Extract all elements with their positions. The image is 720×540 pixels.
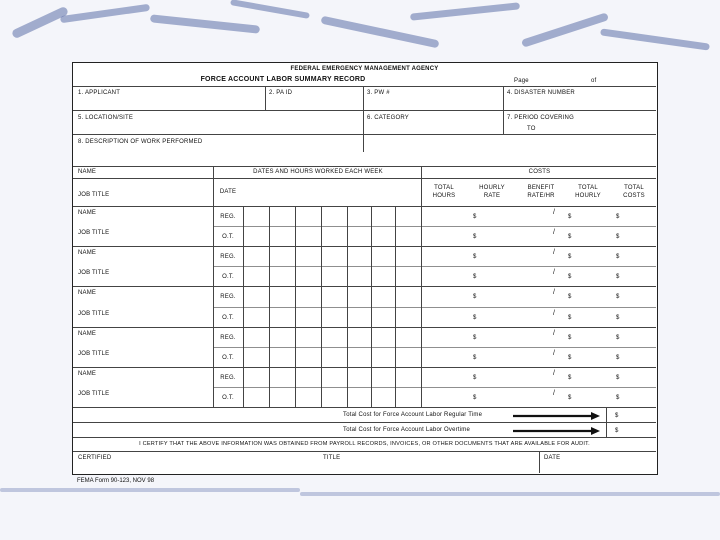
of-label: of bbox=[591, 78, 597, 84]
total-regular-label: Total Cost for Force Account Labor Regular Time bbox=[343, 412, 483, 418]
row-name-field[interactable]: NAME bbox=[78, 370, 97, 377]
divider bbox=[73, 110, 656, 111]
certification-statement: I CERTIFY THAT THE ABOVE INFORMATION WAS OBTAINED FROM PAYROLL RECORDS, INVOICES, OR OTHER DOCUMENTS THAT ARE AVAILABLE FOR AUDIT. bbox=[139, 441, 590, 447]
date-field[interactable]: DATE bbox=[544, 455, 561, 461]
row-benefit-rate[interactable]: / bbox=[553, 389, 556, 397]
category-field[interactable]: 6. CATEGORY bbox=[367, 115, 409, 121]
row-job-title-field[interactable]: JOB TITLE bbox=[78, 310, 110, 317]
divider bbox=[73, 437, 656, 438]
page-label: Page bbox=[514, 78, 529, 84]
row-total-cost[interactable]: $ bbox=[616, 354, 620, 361]
row-total-cost[interactable]: $ bbox=[616, 314, 620, 321]
row-benefit-rate[interactable]: / bbox=[553, 349, 556, 357]
row-benefit-rate[interactable]: / bbox=[553, 329, 556, 337]
row-job-title-field[interactable]: JOB TITLE bbox=[78, 270, 110, 277]
divider bbox=[265, 86, 266, 110]
row-hourly-rate[interactable]: $ bbox=[473, 354, 477, 361]
divider bbox=[213, 307, 656, 308]
form-sheet bbox=[72, 62, 658, 475]
divider bbox=[73, 286, 656, 287]
row-hour-type: O.T. bbox=[222, 314, 234, 321]
row-hour-type: O.T. bbox=[222, 274, 234, 281]
decorative-stroke bbox=[0, 488, 300, 492]
row-total-hourly[interactable]: $ bbox=[568, 274, 572, 281]
divider bbox=[73, 206, 656, 207]
divider bbox=[73, 246, 656, 247]
location-field[interactable]: 5. LOCATION/SITE bbox=[78, 115, 134, 121]
job-title-header: JOB TITLE bbox=[78, 192, 110, 198]
row-hour-type: REG. bbox=[220, 294, 236, 301]
divider bbox=[73, 451, 656, 452]
row-hour-type: REG. bbox=[220, 254, 236, 261]
disaster-number-field[interactable]: 4. DISASTER NUMBER bbox=[507, 90, 575, 96]
row-hourly-rate[interactable]: $ bbox=[473, 214, 477, 220]
row-total-cost[interactable]: $ bbox=[616, 394, 620, 401]
applicant-field[interactable]: 1. APPLICANT bbox=[78, 90, 121, 96]
arrow-right-icon bbox=[511, 426, 601, 436]
row-name-field[interactable]: NAME bbox=[78, 210, 97, 216]
divider bbox=[73, 86, 656, 87]
divider bbox=[73, 178, 656, 179]
row-total-hourly[interactable]: $ bbox=[568, 294, 572, 301]
divider bbox=[73, 166, 656, 167]
row-job-title-field[interactable]: JOB TITLE bbox=[78, 390, 110, 397]
row-total-cost[interactable]: $ bbox=[616, 274, 620, 281]
form-title: FORCE ACCOUNT LABOR SUMMARY RECORD bbox=[200, 76, 366, 83]
total-regular-value[interactable]: $ bbox=[615, 413, 619, 419]
divider bbox=[213, 387, 656, 388]
row-total-hourly[interactable]: $ bbox=[568, 254, 572, 261]
divider bbox=[213, 226, 656, 227]
divider bbox=[73, 422, 656, 423]
divider bbox=[73, 327, 656, 328]
total-costs-header: TOTAL COSTS bbox=[623, 185, 645, 199]
row-hour-type: O.T. bbox=[222, 234, 234, 241]
period-covering-field[interactable]: 7. PERIOD COVERING bbox=[507, 115, 574, 121]
row-hourly-rate[interactable]: $ bbox=[473, 274, 477, 281]
row-job-title-field[interactable]: JOB TITLE bbox=[78, 230, 110, 237]
divider bbox=[213, 347, 656, 348]
row-name-field[interactable]: NAME bbox=[78, 290, 97, 297]
row-total-cost[interactable]: $ bbox=[616, 374, 620, 381]
divider bbox=[73, 367, 656, 368]
row-total-hourly[interactable]: $ bbox=[568, 334, 572, 341]
row-hourly-rate[interactable]: $ bbox=[473, 394, 477, 401]
costs-header: COSTS bbox=[528, 169, 551, 175]
period-to-label: TO bbox=[527, 126, 536, 132]
decorative-stroke bbox=[300, 492, 720, 496]
row-total-hourly[interactable]: $ bbox=[568, 234, 572, 241]
divider bbox=[73, 407, 656, 408]
benefit-rate-header: BENEFIT RATE/HR bbox=[527, 185, 555, 199]
row-benefit-rate[interactable]: / bbox=[553, 269, 556, 277]
agency-name: FEDERAL EMERGENCY MANAGEMENT AGENCY bbox=[290, 66, 439, 72]
row-hourly-rate[interactable]: $ bbox=[473, 294, 477, 301]
row-benefit-rate[interactable]: / bbox=[553, 289, 556, 297]
row-hour-type: REG. bbox=[220, 214, 236, 220]
row-hourly-rate[interactable]: $ bbox=[473, 374, 477, 381]
title-field[interactable]: TITLE bbox=[323, 455, 341, 461]
decorative-stroke bbox=[320, 16, 439, 49]
row-name-field[interactable]: NAME bbox=[78, 250, 97, 257]
certified-field[interactable]: CERTIFIED bbox=[78, 455, 112, 461]
row-total-cost[interactable]: $ bbox=[616, 334, 620, 341]
name-header: NAME bbox=[78, 169, 97, 175]
row-total-hourly[interactable]: $ bbox=[568, 374, 572, 381]
row-hourly-rate[interactable]: $ bbox=[473, 234, 477, 241]
total-overtime-value[interactable]: $ bbox=[615, 428, 619, 434]
row-total-cost[interactable]: $ bbox=[616, 254, 620, 261]
row-hourly-rate[interactable]: $ bbox=[473, 314, 477, 321]
row-benefit-rate[interactable]: / bbox=[553, 249, 556, 257]
divider bbox=[213, 266, 656, 267]
decorative-stroke bbox=[60, 4, 150, 23]
row-hour-type: O.T. bbox=[222, 394, 234, 401]
row-name-field[interactable]: NAME bbox=[78, 330, 97, 337]
row-hour-type: REG. bbox=[220, 374, 236, 381]
divider bbox=[363, 86, 364, 152]
row-total-hourly[interactable]: $ bbox=[568, 354, 572, 361]
total-hours-header: TOTAL HOURS bbox=[432, 185, 456, 199]
row-benefit-rate[interactable]: / bbox=[553, 309, 556, 317]
date-header: DATE bbox=[219, 189, 237, 195]
decorative-stroke bbox=[230, 0, 310, 19]
row-hourly-rate[interactable]: $ bbox=[473, 334, 477, 341]
divider bbox=[539, 451, 540, 473]
row-benefit-rate[interactable]: / bbox=[553, 209, 556, 216]
hourly-rate-header: HOURLY RATE bbox=[479, 185, 505, 199]
decorative-stroke bbox=[521, 12, 609, 47]
row-total-cost[interactable]: $ bbox=[616, 294, 620, 301]
row-benefit-rate[interactable]: / bbox=[553, 369, 556, 377]
row-total-hourly[interactable]: $ bbox=[568, 214, 572, 220]
pw-field[interactable]: 3. PW # bbox=[367, 90, 390, 96]
row-total-hourly[interactable]: $ bbox=[568, 394, 572, 401]
divider bbox=[73, 134, 656, 135]
row-hour-type: O.T. bbox=[222, 354, 234, 361]
decorative-stroke bbox=[600, 28, 710, 50]
row-total-cost[interactable]: $ bbox=[616, 234, 620, 241]
row-total-cost[interactable]: $ bbox=[616, 214, 620, 220]
row-hourly-rate[interactable]: $ bbox=[473, 254, 477, 261]
total-hourly-header: TOTAL HOURLY bbox=[575, 185, 601, 199]
decorative-stroke bbox=[410, 2, 520, 20]
total-overtime-label: Total Cost for Force Account Labor Overtime bbox=[343, 427, 470, 433]
form-number: FEMA Form 90-123, NOV 98 bbox=[77, 478, 155, 484]
decorative-stroke bbox=[11, 6, 69, 40]
decorative-stroke bbox=[150, 14, 260, 33]
arrow-right-icon bbox=[511, 411, 601, 421]
row-benefit-rate[interactable]: / bbox=[553, 229, 556, 237]
row-job-title-field[interactable]: JOB TITLE bbox=[78, 350, 110, 357]
dates-hours-header: DATES AND HOURS WORKED EACH WEEK bbox=[253, 169, 383, 175]
description-field[interactable]: 8. DESCRIPTION OF WORK PERFORMED bbox=[78, 139, 203, 145]
row-total-hourly[interactable]: $ bbox=[568, 314, 572, 321]
row-hour-type: REG. bbox=[220, 334, 236, 341]
pa-id-field[interactable]: 2. PA ID bbox=[269, 90, 293, 96]
